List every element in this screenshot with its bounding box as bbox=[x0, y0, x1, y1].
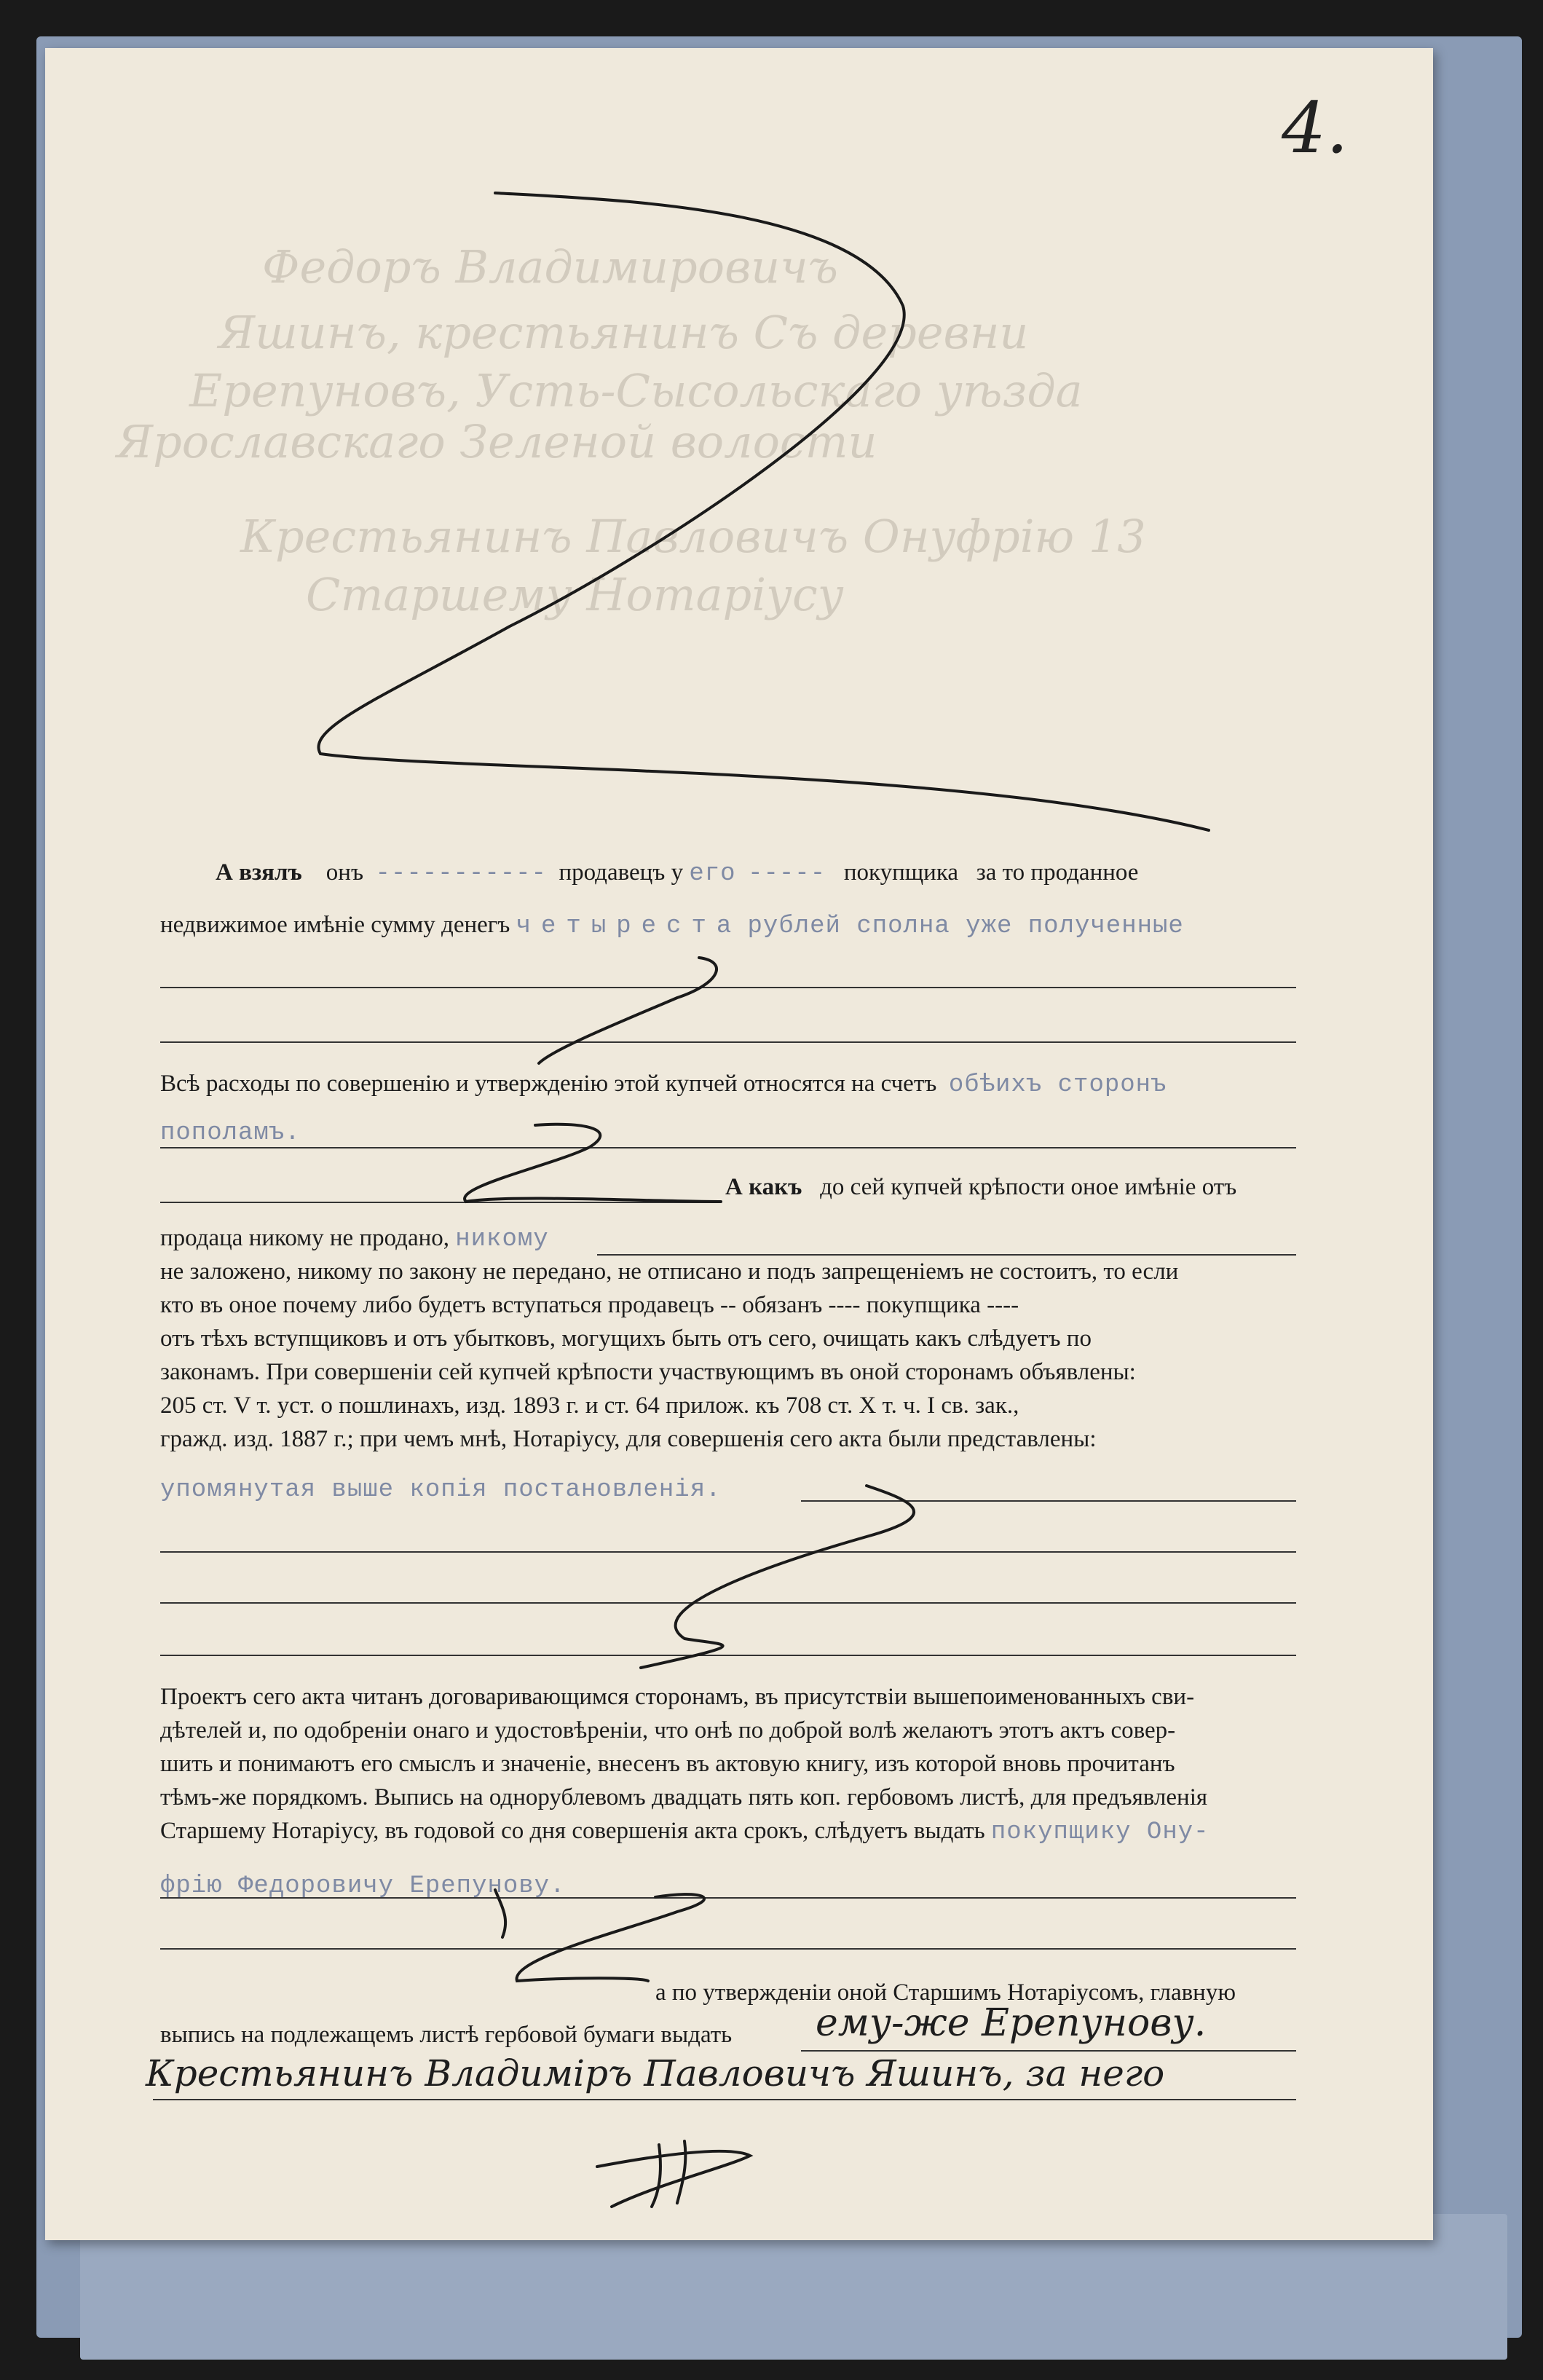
signature-mark bbox=[597, 2141, 750, 2207]
ghost-line: Ерепуновъ, Усть-Сысольскаго уѣзда bbox=[189, 364, 1083, 417]
para2-typed: обѣихъ сторонъ bbox=[948, 1071, 1167, 1099]
para3-line6: законамъ. При совершеніи сей купчей крѣпости участвующимъ въ оной сторонамъ объявлены: bbox=[160, 1359, 1136, 1385]
para2-printed: Всѣ расходы по совершенію и утвержденію этой купчей относятся на счетъ bbox=[160, 1071, 937, 1097]
para5-line2: выпись на подлежащемъ листѣ гербовой бумаги выдать bbox=[160, 2022, 733, 2048]
para4-line2: дѣтелей и, по одобреніи онаго и удостовѣреніи, что онѣ по доброй волѣ желаютъ этотъ актъ совер- bbox=[160, 1717, 1176, 1743]
page-number: 4. bbox=[1282, 87, 1349, 169]
para5-handwritten-signature-line: Крестьянинъ Владиміръ Павловичъ Яшинъ, за него bbox=[146, 2052, 1165, 2095]
para3-typed: упомянутая выше копія постановленія. bbox=[160, 1476, 722, 1504]
para3-line5: отъ тѣхъ вступщиковъ и отъ убытковъ, могущихъ быть отъ сего, очищать какъ слѣдуетъ по bbox=[160, 1325, 1092, 1352]
z-stroke-4 bbox=[517, 1894, 705, 1981]
para4-l6-typed: фрію Федоровичу Ерепунову. bbox=[160, 1872, 566, 1900]
para4-line3: шить и понимаютъ его смыслъ и значеніе, внесенъ въ актовую книгу, изъ которой вновь прочитанъ bbox=[160, 1751, 1175, 1777]
para4-line4: тѣмъ-же порядкомъ. Выпись на однорублевомъ двадцать пять коп. гербовомъ листѣ, для предъявленія bbox=[160, 1784, 1208, 1810]
ghost-line: Старшему Нотаріусу bbox=[306, 568, 844, 621]
z-stroke-5 bbox=[495, 1890, 505, 1937]
para1-ego: его bbox=[689, 860, 736, 888]
para1-prodavets: продавецъ bbox=[559, 859, 666, 886]
para1-dash1: ----------- bbox=[375, 860, 547, 888]
z-stroke-3 bbox=[641, 1486, 914, 1668]
ghost-line: Ярославскаго Зеленой волости bbox=[117, 415, 877, 468]
z-stroke-2 bbox=[465, 1124, 721, 1202]
para1-dash2: ----- bbox=[748, 860, 826, 888]
para1-pokupshchika: покупщика bbox=[843, 859, 958, 886]
ghost-line: Федоръ Владимировичъ bbox=[262, 240, 838, 293]
para3-a-kak: А какъ bbox=[725, 1174, 802, 1200]
para3-line4: кто въ оное почему либо будетъ вступаться продавецъ -- обязанъ ---- покупщика ---- bbox=[160, 1292, 1019, 1318]
z-stroke-1 bbox=[539, 958, 717, 1063]
para4-l5-typed: покупщику Ону- bbox=[990, 1819, 1209, 1846]
para3-rest: до сей купчей крѣпости оное имѣніе отъ bbox=[820, 1174, 1237, 1200]
ghost-line: Крестьянинъ Павловичъ Онуфрію 13 bbox=[240, 510, 1146, 563]
para3-line7: 205 ст. V т. уст. о пошлинахъ, изд. 1893 г. и ст. 64 прилож. къ 708 ст. X т. ч. I св. зак., bbox=[160, 1392, 1019, 1419]
para2-typed-2: пополамъ. bbox=[160, 1119, 301, 1147]
para1-sum-typed-rest: рублей сполна уже полученные bbox=[747, 913, 1184, 940]
para3-line8: гражд. изд. 1887 г.; при чемъ мнѣ, Нотаріусу, для совершенія сего акта были представлены: bbox=[160, 1426, 1097, 1452]
para3-line3: не заложено, никому по закону не передано, не отписано и подъ запрещеніемъ не состоитъ, то если bbox=[160, 1258, 1179, 1285]
para4-line1: Проектъ сего акта читанъ договаривающимся сторонамъ, въ присутствіи вышепоименованныхъ сви- bbox=[160, 1684, 1195, 1710]
para5-handwritten-recipient: ему-же Ерепунову. bbox=[816, 2001, 1207, 2045]
para3-l2-printed: продаца никому не продано, bbox=[160, 1225, 449, 1251]
para1-u: у bbox=[671, 859, 684, 886]
para1-sum-typed: четыреста bbox=[516, 913, 742, 940]
para4-l5-printed: Старшему Нотаріусу, въ годовой со дня совершенія акта срокъ, слѣдуетъ выдать bbox=[160, 1818, 985, 1844]
para3-l2-typed: никому bbox=[455, 1226, 549, 1253]
para1-on: онъ bbox=[325, 859, 364, 886]
para1-za-to: за то проданное bbox=[976, 859, 1139, 886]
para5-line1: а по утвержденіи оной Старшимъ Нотаріусомъ, главную bbox=[655, 1979, 1236, 2006]
para1-sum-label: недвижимое имѣніе сумму денегъ bbox=[160, 912, 510, 938]
z-stroke-large bbox=[318, 193, 1209, 830]
para1-a-vzyal: А взялъ bbox=[216, 859, 302, 886]
ghost-line: Яшинъ, крестьянинъ Съ деревни bbox=[218, 306, 1029, 359]
